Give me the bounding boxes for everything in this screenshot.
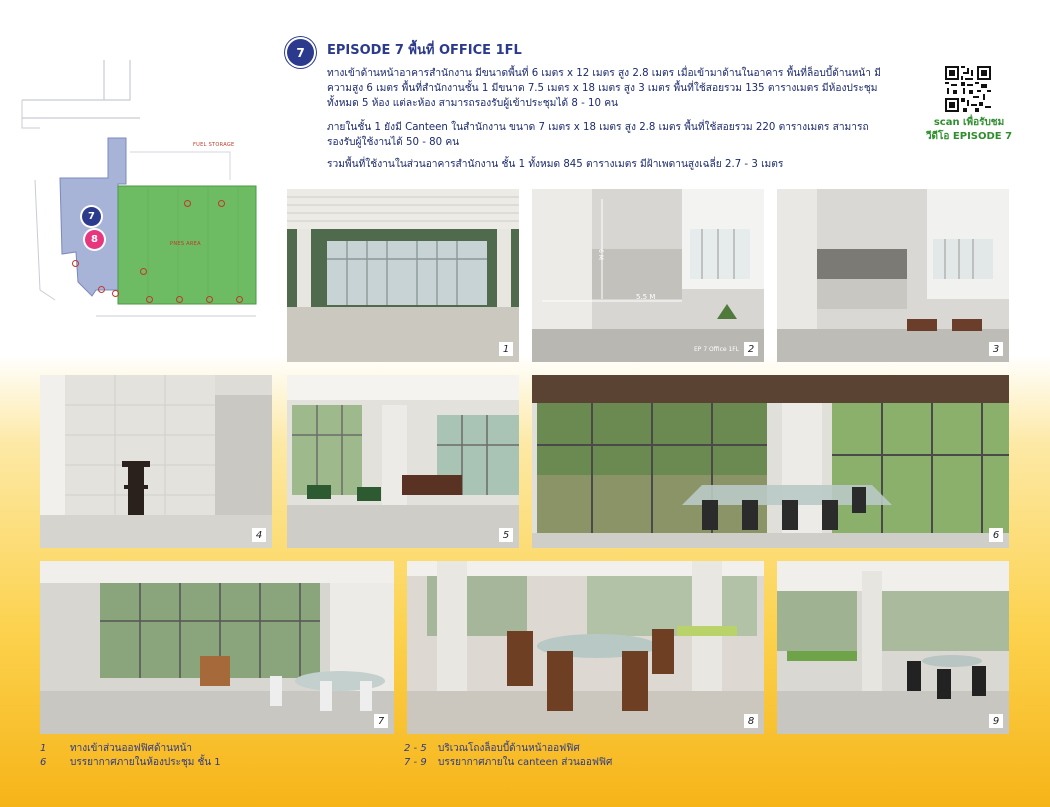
site-dot — [236, 296, 243, 303]
photo-7-canteen — [40, 561, 394, 734]
photo-4-lobby-press — [40, 375, 272, 548]
qr-caption — [925, 116, 1013, 144]
photo-number: 1 — [499, 342, 513, 356]
site-dot — [184, 200, 191, 207]
photo-number: 6 — [989, 528, 1003, 542]
photo-5-lobby-lounge — [287, 375, 519, 548]
photo-number: 3 — [989, 342, 1003, 356]
site-dot — [140, 268, 147, 275]
caption-number: 7 - 9 — [404, 757, 427, 768]
photo-number: 2 — [744, 342, 758, 356]
episode-badge: 7 — [287, 39, 314, 66]
description-paragraph-2: ภายในชั้น 1 ยังมี Canteen ในสำนักงาน ขนาด 7 เมตร x 18 เมตร สูง 2.8 เมตร พื้นที่ใช้สอยรวม 220 ตารางเมตร สามารถรองรับผู้ใช้งานได้ 50 - 80 คน — [327, 122, 869, 148]
caption-7-9 — [404, 756, 612, 770]
description-paragraph-1: ทางเข้าด้านหน้าอาคารสำนักงาน มีขนาดพื้นที่ 6 เมตร x 12 เมตร สูง 2.8 เมตร เมื่อเข้ามาด้านในอาคาร พื้นที่ล็อบบี้ด้านหน้า มีความสูง 6 เมตร พื้นที่สำนักงานชั้น 1 มีขนาด 7.5 เมตร x 18 เมตร สูง 3 เมตร พื้นที่ใช้สอยรวม 135 ตารางเมตร มีห้องประชุมทั้งหมด 5 ห้อง แต่ละห้อง สามารถรองรับผู้เข้าประชุมได้ 8 - 10 คน — [327, 68, 881, 109]
site-dot — [218, 200, 225, 207]
qr-caption-line-1: scan เพื่อรับชม — [933, 117, 1005, 128]
photo-number: 4 — [252, 528, 266, 542]
caption-number: 1 — [40, 743, 47, 754]
caption-number: 6 — [40, 757, 47, 768]
photo-2-lobby — [532, 189, 764, 362]
dimension-width-label: 5.5 M — [636, 293, 656, 301]
photo-number: 9 — [989, 714, 1003, 728]
caption-2-5 — [404, 742, 580, 756]
photo-6-meeting-room — [532, 375, 1009, 548]
site-marker-8: 8 — [85, 230, 104, 249]
dimension-height-label: 6 M — [597, 249, 604, 260]
site-plan — [0, 0, 276, 358]
pnes-area-label: PNES AREA — [170, 241, 201, 247]
caption-1 — [40, 742, 192, 756]
site-dot — [98, 286, 105, 293]
photo-3-lobby — [777, 189, 1009, 362]
site-dot — [112, 290, 119, 297]
site-dot — [206, 296, 213, 303]
caption-text: บรรยากาศภายใน canteen ส่วนออฟฟิศ — [438, 757, 613, 768]
site-plan-drawing — [0, 0, 276, 358]
caption-text: ทางเข้าส่วนออฟฟิศด้านหน้า — [70, 743, 193, 754]
caption-6 — [40, 756, 221, 770]
site-dot — [176, 296, 183, 303]
caption-text: บรรยากาศภายในห้องประชุม ชั้น 1 — [70, 757, 221, 768]
episode-title: EPISODE 7 พื้นที่ OFFICE 1FL — [327, 43, 522, 58]
site-marker-7: 7 — [82, 207, 101, 226]
photo-number: 8 — [744, 714, 758, 728]
site-dot — [72, 260, 79, 267]
site-dot — [146, 296, 153, 303]
photo-number: 7 — [374, 714, 388, 728]
fuel-storage-label: FUEL STORAGE — [193, 142, 235, 148]
caption-number: 2 - 5 — [404, 743, 427, 754]
qr-code-graphic — [945, 66, 991, 112]
photo-number: 5 — [499, 528, 513, 542]
description-paragraph-3: รวมพื้นที่ใช้งานในส่วนอาคารสำนักงาน ชั้น 1 ทั้งหมด 845 ตารางเมตร มีฝ้าเพดานสูงเฉลี่ย 2.7 - 3 เมตร — [327, 159, 784, 170]
photo-1-front-entrance — [287, 189, 519, 362]
caption-text: บริเวณโถงล็อบบี้ด้านหน้าออฟฟิศ — [438, 743, 580, 754]
qr-code[interactable] — [945, 66, 991, 112]
qr-caption-line-2: วีดีโอ EPISODE 7 — [925, 131, 1013, 142]
photo-watermark: EP 7 Office 1FL — [694, 346, 740, 353]
photo-9-canteen — [777, 561, 1009, 734]
photo-8-canteen — [407, 561, 764, 734]
